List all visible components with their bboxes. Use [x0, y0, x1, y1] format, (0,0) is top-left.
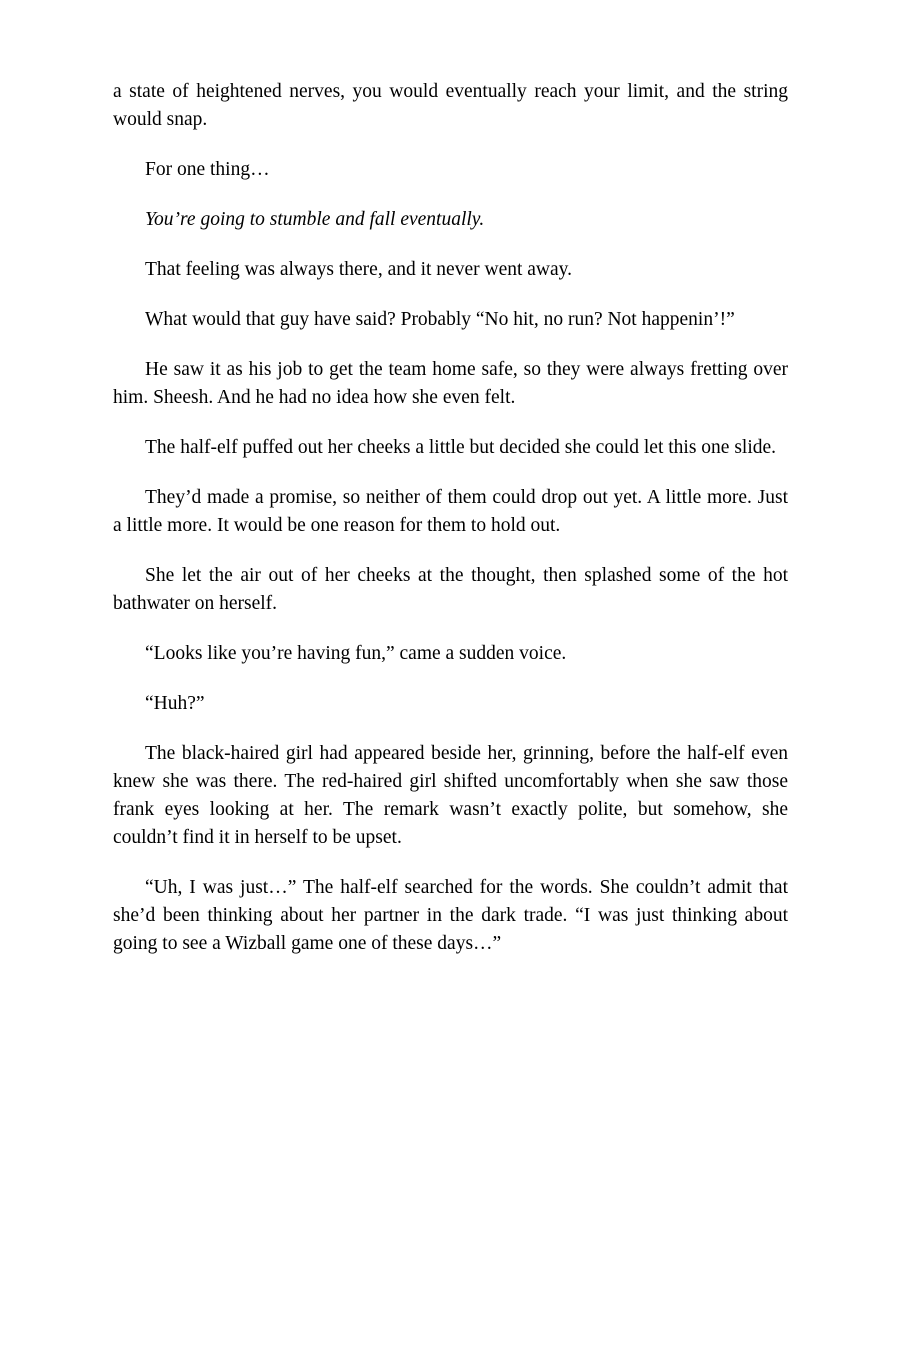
paragraph: The half-elf puffed out her cheeks a little but decided she could let this one slide.: [145, 437, 777, 458]
paragraph: They’d made a promise, so neither of them could drop out yet. A little more. Just a little more. It would be one reason for them to hold out.: [113, 487, 788, 536]
paragraph: “Looks like you’re having fun,” came a sudden voice.: [145, 643, 567, 664]
paragraph: a state of heightened nerves, you would eventually reach your limit, and the string would snap.: [113, 81, 788, 130]
paragraph: “Huh?”: [145, 693, 205, 714]
page-text-body: [113, 78, 788, 958]
paragraph: “Uh, I was just…” The half-elf searched for the words. She couldn’t admit that she’d been thinking about her partner in the dark trade. “I was just thinking about going to see a Wizball game one of these days…”: [113, 877, 788, 954]
paragraph: For one thing…: [145, 159, 270, 180]
paragraph: He saw it as his job to get the team home safe, so they were always fretting over him. Sheesh. And he had no idea how she even felt.: [113, 359, 788, 408]
paragraph: What would that guy have said? Probably “No hit, no run? Not happenin’!”: [145, 309, 735, 330]
paragraph: You’re going to stumble and fall eventually.: [145, 209, 485, 230]
paragraph: The black-haired girl had appeared beside her, grinning, before the half-elf even knew she was there. The red-haired girl shifted uncomfortably when she saw those frank eyes looking at her. The remark wasn’t exactly polite, but somehow, she couldn’t find it in herself to be upset.: [113, 743, 788, 848]
paragraph: She let the air out of her cheeks at the thought, then splashed some of the hot bathwater on herself.: [113, 565, 788, 614]
paragraph: That feeling was always there, and it never went away.: [145, 259, 573, 280]
